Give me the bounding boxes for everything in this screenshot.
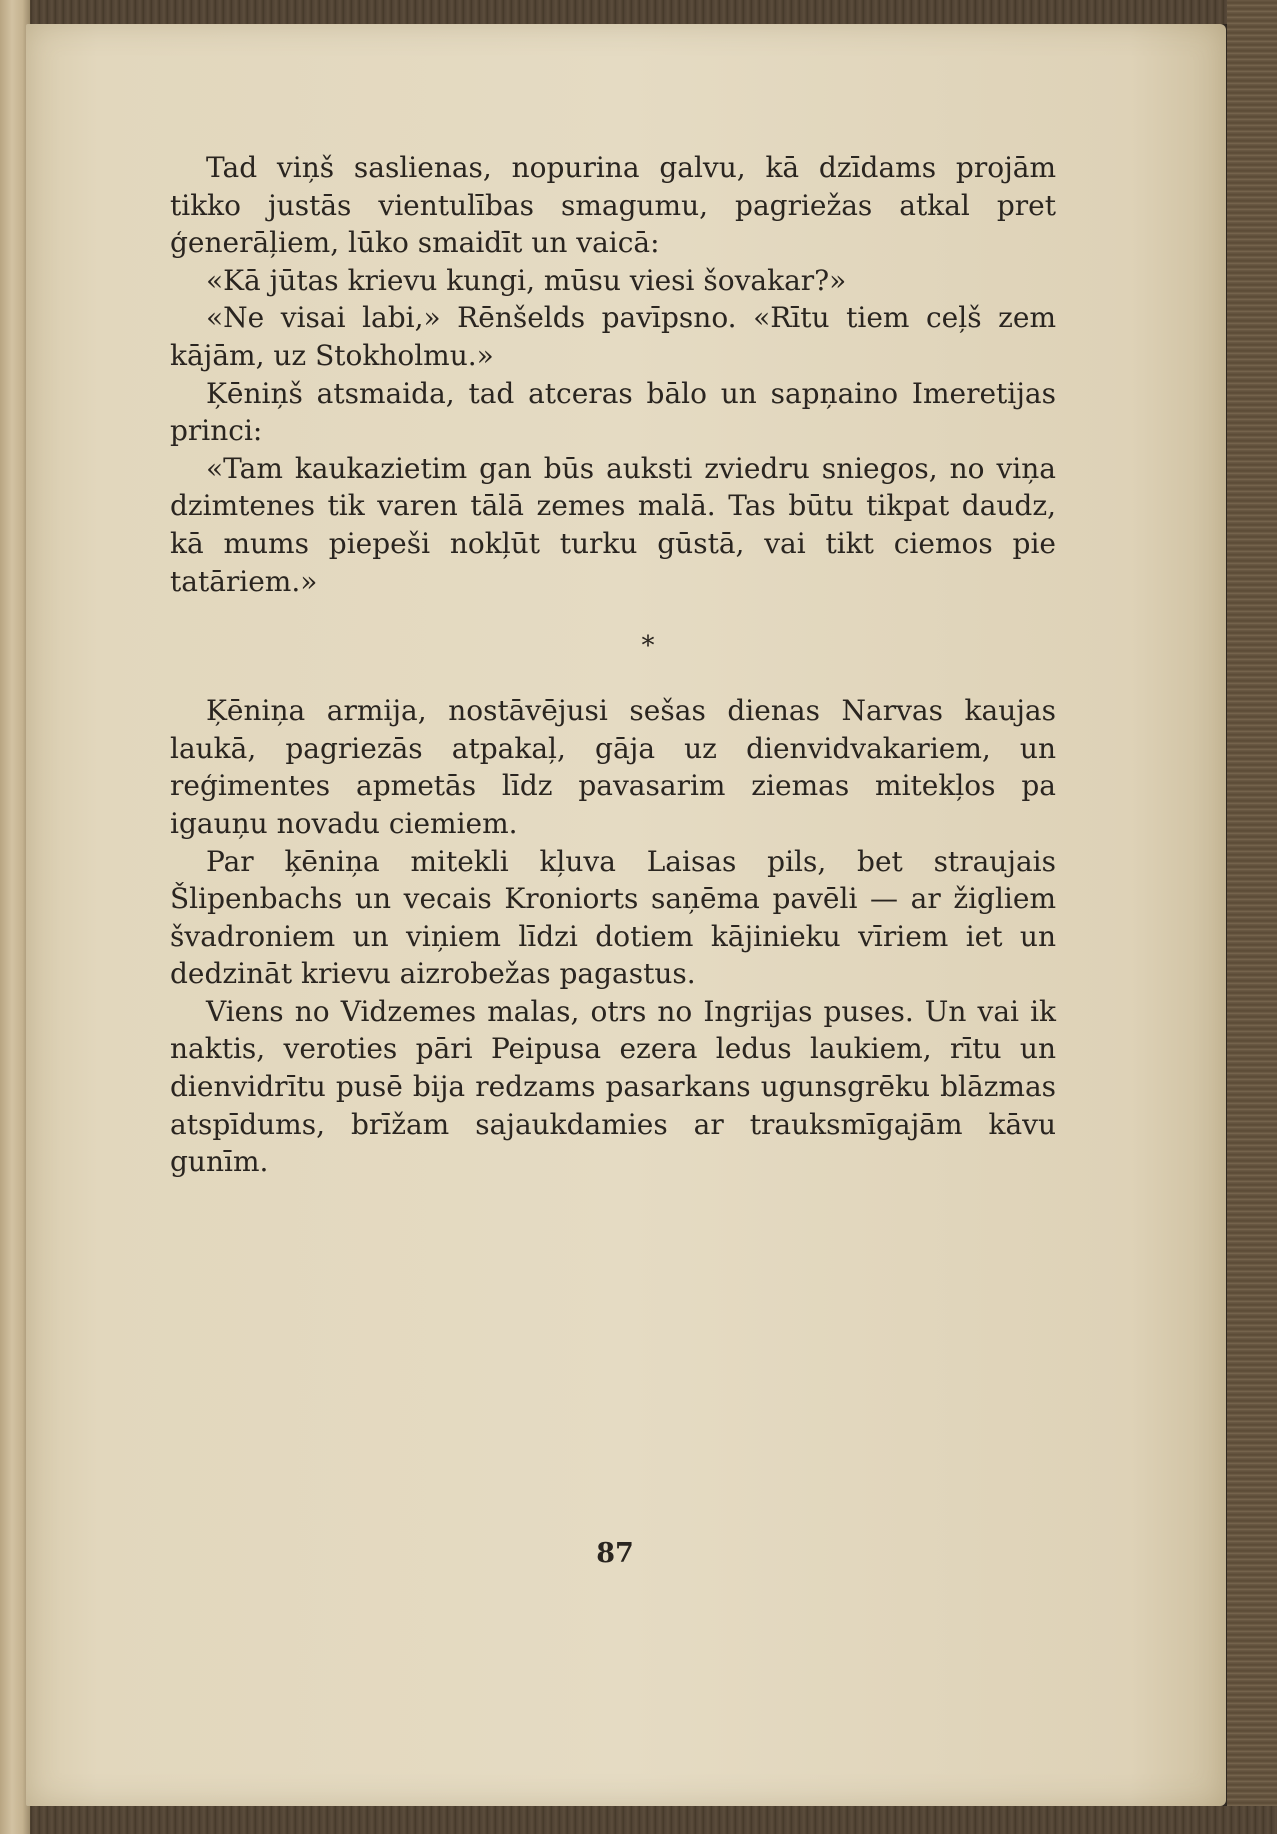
paragraph: «Ne visai labi,» Rēnšelds pavīpsno. «Rītu tiem ceļš zem kājām, uz Stokholmu.» [170,301,1056,372]
book-cover-top-edge [0,0,1277,24]
paragraph: Ķēniņš atsmaida, tad atceras bālo un sapņaino Imeretijas princi: [170,376,1056,448]
paragraph: Tad viņš saslienas, nopurina galvu, kā dzīdams projām tikko justās vientulības smagumu, pagriežas atkal pret ģenerāļiem, lūko smaidīt un vaicā: [170,151,1056,260]
page-text [170,149,1056,1181]
paragraph: Viens no Vidzemes malas, otrs no Ingrijas puses. Un vai ik naktis, veroties pāri Peipusa ezera ledus laukiem, rītu un dienvidrītu pusē bija redzams pasarkans ugunsgrēku blāzmas atspīdums, brīžam sajaukdamies ar trauksmīgajām kāvu gunīm. [170,994,1056,1179]
book-cover-right-edge [1227,0,1277,1834]
paragraph: Par ķēniņa mitekli kļuva Laisas pils, bet straujais Šlipenbachs un vecais Kroniorts saņēma pavēli — ar žigliem švadroniem un viņiem līdzi dotiem kājinieku vīriem iet un dedzināt krievu aizrobežas pagastus. [170,844,1056,991]
book-cover-bottom-edge [0,1806,1277,1834]
paragraph: Ķēniņa armija, nostāvējusi sešas dienas Narvas kaujas laukā, pagriezās atpakaļ, gāja uz dienvidvakariem, un reģimentes apmetās līdz pavasarim ziemas mitekļos pa igauņu novadu ciemiem. [170,694,1056,840]
paragraph: «Tam kaukazietim gan būs auksti zviedru sniegos, no viņa dzimtenes tik varen tālā zemes malā. Tas būtu tikpat daudz, kā mums piepeši nokļūt turku gūstā, vai tikt ciemos pie tatāriem.» [170,451,1056,598]
section-separator: * [641,631,655,662]
paragraph: «Kā jūtas krievu kungi, mūsu viesi šovakar?» [206,263,847,297]
page-number: 87 [596,1538,634,1569]
